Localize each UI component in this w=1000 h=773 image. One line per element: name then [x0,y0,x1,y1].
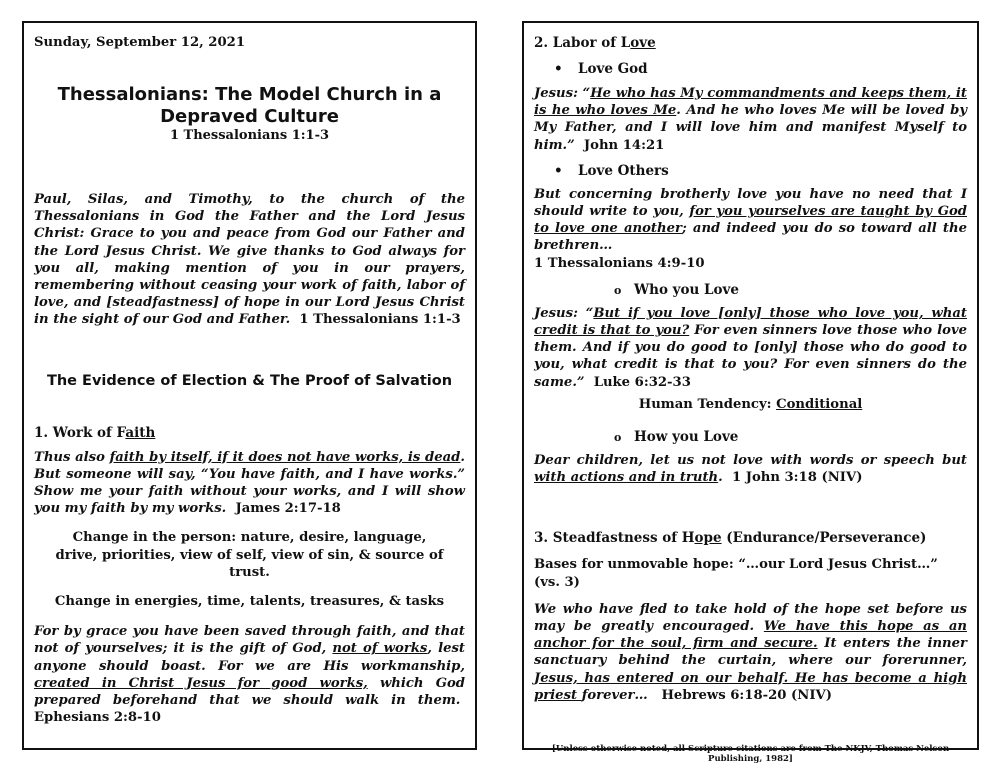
1-john-reference: 1 John 3:18 (NIV) [731,470,863,486]
ephesians-text-a: For by grace you have been saved through faith, and that not of yourselves; it is the gift of God, [34,624,465,657]
james-reference: James 2:17-18 [235,501,341,517]
1-john-passage [534,452,967,486]
title-line-2: Depraved Culture [160,106,339,127]
footnote: [Unless otherwise noted, all Scripture citations are from The NKJV, Thomas Nelson Publishing, 1982] [551,744,950,765]
circle-bullet-icon: o [614,283,622,297]
bullet-love-others [534,163,967,179]
sub-how-you-love [534,429,967,445]
john-14-underlined: He who has My commandments and keeps them, it is he who loves Me [534,86,967,119]
opening-reference: 1 Thessalonians 1:1-3 [299,312,461,328]
luke-text-b: For even sinners love those who love them. And if you do good to [only] those who do good to you, what credit is that to you? For even sinners do the same.” [534,323,967,390]
section-2-heading [534,35,967,51]
bases-line: Bases for unmovable hope: “…our Lord Jesus Christ…” (vs. 3) [534,557,938,590]
thessalonians-4-passage [534,186,967,255]
hebrews-text-b: It enters the inner sanctuary behind the curtain, where our forerunner, [534,636,967,669]
john-14-reference: John 14:21 [583,137,665,153]
john-14-passage [534,85,967,154]
thessalonians-4-reference: 1 Thessalonians 4:9-10 [534,255,705,271]
bullet-love-others-label: Love Others [578,162,669,179]
ephesians-text-c: which God prepared beforehand that we should walk in them. [34,675,465,709]
thessalonians-4-underlined: for you yourselves are taught by God to love one another [534,204,967,237]
sub-who-you-love [534,282,967,298]
luke-underlined: But if you love [only] those who love you, what credit is that to you? [534,305,967,339]
sub-how-label: How you Love [634,429,739,446]
change-energies: Change in energies, time, talents, treasures, & tasks [54,594,445,610]
evidence-heading: The Evidence of Election & The Proof of Salvation [46,372,453,389]
james-underlined: faith by itself, if it does not have works, is dead [109,449,461,465]
bullet-icon: • [554,61,563,77]
hebrews-text-a: We who have fled to take hold of the hope set before us may be greatly encouraged. [534,601,967,635]
section-3-suffix: (Endurance/Perseverance) [721,530,927,547]
opening-passage [34,191,465,329]
sub-who-label: Who you Love [634,281,739,298]
date: Sunday, September 12, 2021 [34,35,246,50]
1-john-underlined: with actions and in truth [534,470,719,486]
human-tendency [534,396,967,413]
ephesians-underlined-1: not of works [332,641,428,657]
1-john-text-a: Dear children, let us not love with words or speech but [534,453,967,469]
bullet-love-god [534,61,967,77]
hebrews-text-c: forever… [581,687,648,703]
luke-reference: Luke 6:32-33 [593,374,691,390]
hebrews-passage [534,601,967,704]
1-john-text-b: . [718,470,723,486]
thessalonians-4-text-b: ; and indeed you do so toward all the brethren… [534,221,967,254]
john-14-text-b: . And he who loves Me will be loved by My Father, and I will love him and manifest Myself to him.” [534,103,967,153]
section-1-prefix: 1. Work of F [34,424,126,441]
james-text-b: . But someone will say, “You have faith, and I have works.” Show me your faith without your works, and I will show you my faith by my works. [34,449,465,517]
ephesians-text-b: , lest anyone should boast. For we are His workmanship, [34,641,465,674]
human-tendency-value: Conditional [776,396,863,412]
thessalonians-4-text-a: But concerning brotherly love you have no need that I should write to you, [534,186,967,220]
bullet-love-god-label: Love God [578,61,648,77]
bullet-icon: • [554,162,563,179]
luke-passage [534,305,967,391]
left-panel [22,21,477,750]
james-text-a: Thus also [34,449,110,465]
james-passage [34,449,465,518]
hebrews-underlined-2: Jesus, has entered on our behalf. He has become a high priest [534,670,967,703]
title-line-1: Thessalonians: The Model Church in a [57,84,442,105]
section-3-underlined: ope [694,530,722,547]
hebrews-reference: Hebrews 6:18-20 (NIV) [661,687,832,703]
section-1-heading [34,425,465,441]
ephesians-reference: Ephesians 2:8-10 [34,710,161,726]
hebrews-underlined-1: We have this hope as an anchor for the soul, firm and secure. [534,619,967,652]
page-title [34,84,465,128]
section-3-prefix: 3. Steadfastness of H [534,530,695,547]
right-panel [522,21,979,765]
john-14-text-a: Jesus: “ [534,86,591,101]
human-tendency-label: Human Tendency: [638,396,777,412]
circle-bullet-icon: o [614,431,622,445]
title-reference: 1 Thessalonians 1:1-3 [169,128,330,143]
section-3-heading [534,530,967,546]
opening-text: Paul, Silas, and Timothy, to the church of the Thessalonians in God the Father and the Lord Jesus Christ: Grace to you and peace from God our Father and the Lord Jesus Christ. We give thanks to God always for you all, making mention of you in our prayers, remembering without ceasing your work of faith, labor of love, and [steadfastness] of hope in our Lord Jesus Christ in the sight of our God and Father. [34,192,465,328]
section-1-underlined: aith [125,424,156,441]
ephesians-underlined-2: created in Christ Jesus for good works, [34,675,368,691]
section-2-underlined: ove [630,35,656,51]
ephesians-passage [34,623,465,726]
section-2-prefix: 2. Labor of L [534,35,631,51]
change-person: Change in the person: nature, desire, language, drive, priorities, view of self, view of sin, & source of trust. [55,530,444,580]
luke-text-a: Jesus: “ [534,305,594,321]
